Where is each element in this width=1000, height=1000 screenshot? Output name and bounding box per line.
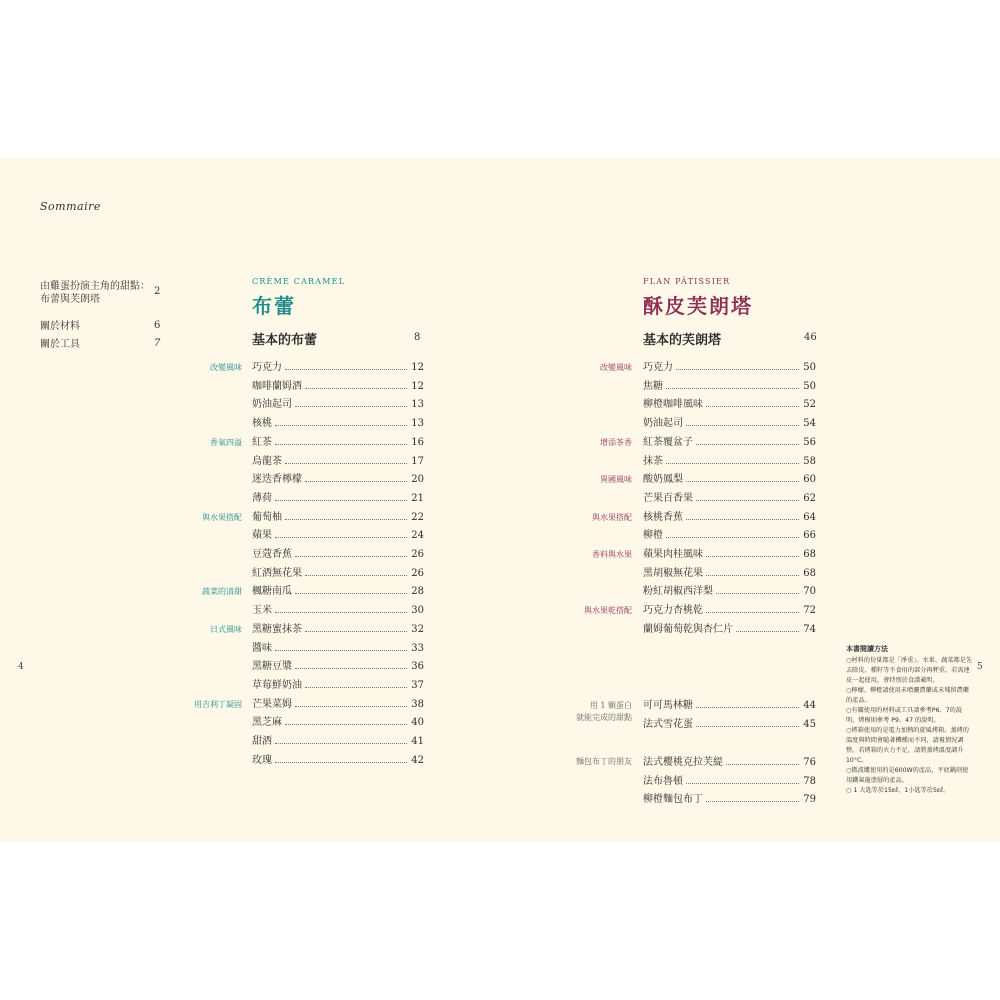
toc-entry[interactable] (643, 434, 816, 448)
toc-entry[interactable] (643, 509, 816, 523)
toc-entry-page: 64 (803, 511, 816, 523)
toc-entry[interactable] (643, 396, 816, 410)
leader-dots (305, 575, 407, 576)
toc-entry-page: 30 (411, 605, 424, 617)
toc-entry-title: 紅茶 (252, 436, 272, 448)
toc-entry[interactable] (252, 565, 424, 579)
toc-entry-title: 蘋果 (252, 530, 272, 542)
left-page-number: 4 (18, 662, 24, 672)
caramel-basic-page: 8 (414, 332, 421, 343)
toc-entry-page: 74 (803, 623, 816, 635)
toc-entry-page: 13 (411, 399, 424, 411)
caramel-zh-title: 布蕾 (252, 294, 296, 318)
toc-entry[interactable] (252, 509, 424, 523)
toc-entry[interactable] (252, 415, 424, 429)
toc-entry[interactable] (252, 714, 424, 728)
toc-entry-title: 抹茶 (643, 455, 663, 467)
toc-entry-title: 芒果百香果 (643, 492, 693, 504)
toc-entry-page: 56 (803, 436, 816, 448)
leader-dots (686, 783, 799, 784)
toc-entry-title: 核桃 (252, 418, 272, 430)
toc-entry-title: 烏龍茶 (252, 455, 282, 467)
category-label: 香氣四溢 (210, 437, 242, 447)
toc-entry[interactable] (252, 658, 424, 672)
toc-entry-title: 豆蔻香蕉 (252, 549, 292, 560)
category-label: 日式風味 (210, 624, 242, 634)
toc-entry-page: 36 (411, 661, 424, 673)
toc-entry[interactable] (252, 752, 424, 766)
toc-entry[interactable] (643, 791, 816, 805)
toc-entry-page: 28 (411, 586, 424, 598)
flan-zh-title: 酥皮芙朗塔 (643, 294, 753, 318)
toc-entry-title: 楓糖南瓜 (252, 586, 292, 598)
intro-title: 由雞蛋扮演主角的甜點： 布蕾與芙朗塔 (40, 281, 150, 305)
toc-entry-page: 70 (803, 586, 816, 598)
toc-entry-page: 52 (803, 399, 816, 411)
toc-entry-title: 柳橙 (643, 530, 663, 542)
category-label: 改變風味 (210, 363, 242, 372)
leader-dots (706, 556, 799, 557)
toc-entry[interactable] (252, 453, 424, 467)
toc-entry[interactable] (252, 471, 424, 485)
category-label: 與水果乾搭配 (584, 606, 632, 616)
category-label: 與水果搭配 (202, 512, 242, 522)
toc-entry-title: 核桃香蕉 (643, 511, 683, 523)
toc-entry-title: 奶油起司 (252, 399, 292, 411)
toc-entry-page: 24 (411, 530, 424, 542)
leader-dots (275, 612, 407, 613)
toc-entry[interactable] (643, 697, 816, 711)
intro-page: 2 (154, 286, 161, 297)
toc-entry-page: 13 (411, 418, 424, 430)
bread-pudding-side-label: 麵包布丁的朋友 (576, 757, 632, 766)
caramel-en-title: CRÈME CARAMEL (252, 277, 346, 286)
leader-dots (305, 388, 407, 389)
toc-entry-title: 迷迭香檸檬 (252, 474, 302, 486)
toc-entry-page: 76 (803, 757, 816, 768)
toc-entry-page: 50 (803, 362, 816, 373)
toc-entry[interactable] (252, 621, 424, 635)
toc-entry[interactable] (643, 583, 816, 597)
toc-entry[interactable] (643, 546, 816, 560)
toc-entry-title: 黑糖豆漿 (252, 661, 292, 673)
leader-dots (736, 631, 799, 632)
leader-dots (295, 556, 407, 557)
toc-entry-page: 20 (411, 474, 424, 486)
toc-entry-title: 玉米 (252, 605, 272, 617)
toc-entry-page: 78 (803, 775, 816, 787)
leader-dots (706, 612, 799, 613)
category-label: 改變風味 (600, 363, 632, 372)
toc-entry-title: 巧克力杏桃乾 (643, 605, 703, 617)
materials-title: 關於材料 (40, 321, 80, 332)
leader-dots (275, 425, 407, 426)
toc-entry-title: 蘭姆葡萄乾與杏仁片 (643, 623, 733, 635)
toc-entry[interactable] (643, 471, 816, 485)
leader-dots (295, 706, 407, 707)
toc-entry-title: 法式櫻桃克拉芙緹 (643, 757, 723, 768)
flan-basic-page: 46 (804, 332, 817, 343)
toc-entry[interactable] (643, 565, 816, 579)
toc-entry-title: 焦糖 (643, 380, 663, 392)
reading-guide-line: ○微波爐使用的是600W的產品，平底鍋則使用鐵氟龍塗層的產品。 (846, 767, 969, 784)
leader-dots (275, 650, 407, 651)
toc-entry-title: 巧克力 (643, 362, 673, 373)
leader-dots (686, 519, 799, 520)
toc-entry-page: 72 (803, 605, 816, 617)
toc-entry[interactable] (252, 490, 424, 504)
toc-entry-page: 12 (411, 380, 424, 392)
leader-dots (706, 575, 799, 576)
leader-dots (666, 388, 799, 389)
leader-dots (295, 668, 407, 669)
toc-entry[interactable] (252, 434, 424, 448)
flan-basic-title: 基本的芙朗塔 (643, 333, 722, 348)
sommaire-heading: Sommaire (40, 200, 101, 213)
leader-dots (275, 743, 407, 744)
leader-dots (706, 801, 799, 802)
book-spread (0, 158, 1000, 842)
leader-dots (676, 369, 799, 370)
toc-entry-page: 50 (803, 380, 816, 392)
leader-dots (305, 481, 407, 482)
toc-entry-page: 68 (803, 549, 816, 560)
toc-entry[interactable] (643, 378, 816, 392)
toc-entry-title: 粉紅胡椒西洋梨 (643, 586, 713, 598)
toc-entry-title: 法布魯頓 (643, 775, 683, 787)
toc-entry-page: 37 (411, 679, 424, 691)
toc-entry-page: 40 (411, 717, 424, 729)
leader-dots (275, 537, 407, 538)
toc-entry-page: 16 (411, 436, 424, 448)
toc-entry[interactable] (252, 602, 424, 616)
leader-dots (686, 481, 799, 482)
toc-entry-page: 22 (411, 511, 424, 523)
toc-entry-page: 41 (411, 736, 424, 747)
toc-entry-page: 42 (411, 754, 424, 766)
reading-guide-line: ○材料的份量都是「淨重」。水果、蔬菜都是先去除皮、種籽等不食用的部分再秤重。若需連皮一起使用，會特別於食譜載明。 (846, 657, 973, 684)
toc-entry-page: 17 (411, 455, 424, 467)
category-label: 與水果搭配 (592, 512, 632, 522)
reading-guide-line: ○有關使用的材料或工具請參考P6、7的說明，烤模則參考 P9、47 的說明。 (846, 707, 963, 724)
toc-entry-title: 葡萄柚 (252, 511, 282, 523)
category-label: 用吉利丁凝固 (194, 699, 242, 709)
toc-entry-title: 醬味 (252, 642, 272, 654)
toc-entry[interactable] (643, 754, 816, 768)
leader-dots (716, 593, 799, 594)
toc-entry-title: 黑胡椒無花果 (643, 567, 703, 579)
leader-dots (285, 369, 407, 370)
tools-title: 關於工具 (40, 339, 80, 350)
leader-dots (696, 707, 799, 708)
leader-dots (696, 444, 799, 445)
toc-entry-title: 酸奶鳳梨 (643, 474, 683, 486)
reading-guide-line: ○烤箱使用的是電力加熱的旋風烤箱。蒸烤的溫度與時間會隨著機種而不同，請視情況調整。若烤箱的火力不足，請將蒸烤溫度調升 10°C。 (846, 727, 969, 764)
category-label: 增添茶香 (600, 437, 632, 447)
toc-entry-page: 79 (803, 794, 816, 806)
toc-entry-title: 紅茶覆盆子 (643, 436, 693, 448)
toc-entry[interactable] (252, 546, 424, 560)
leader-dots (686, 425, 799, 426)
leader-dots (696, 500, 799, 501)
category-label: 蔬菜的清甜 (202, 587, 242, 597)
toc-entry-title: 甜酒 (252, 736, 272, 747)
toc-entry-page: 26 (411, 549, 424, 560)
tools-page: 7 (154, 338, 161, 349)
toc-entry[interactable] (252, 359, 424, 373)
leader-dots (295, 406, 407, 407)
leader-dots (285, 519, 407, 520)
egg-white-side-label: 用 1 顆蛋白 就能完成的甜點 (576, 701, 632, 722)
right-page-number: 5 (977, 662, 983, 672)
toc-entry[interactable] (643, 359, 816, 373)
leader-dots (285, 463, 407, 464)
toc-entry-page: 26 (411, 567, 424, 579)
toc-entry-page: 45 (803, 719, 816, 730)
category-label: 異國風味 (600, 475, 632, 485)
leader-dots (285, 724, 407, 725)
toc-entry-title: 可可馬林糖 (643, 700, 693, 711)
toc-entry[interactable] (643, 621, 816, 635)
leader-dots (275, 762, 407, 763)
caramel-basic-title: 基本的布蕾 (252, 333, 318, 348)
toc-entry[interactable] (643, 716, 816, 730)
toc-entry[interactable] (252, 583, 424, 597)
toc-entry-title: 芒果菜姆 (252, 698, 292, 710)
reading-guide-title: 本書閱讀方法 (846, 645, 888, 653)
leader-dots (726, 764, 799, 765)
toc-entry[interactable] (252, 640, 424, 654)
toc-entry-page: 33 (411, 642, 424, 654)
toc-entry-page: 62 (803, 492, 816, 504)
toc-entry-title: 草莓鮮奶油 (252, 679, 302, 691)
toc-entry-title: 蘋果肉桂風味 (643, 549, 703, 560)
reading-guide (846, 644, 974, 796)
toc-entry[interactable] (643, 773, 816, 787)
toc-entry[interactable] (252, 733, 424, 747)
toc-entry-page: 38 (411, 698, 424, 710)
toc-entry[interactable] (252, 696, 424, 710)
toc-entry-page: 32 (411, 623, 424, 635)
toc-entry-page: 21 (411, 492, 424, 504)
leader-dots (706, 406, 799, 407)
toc-entry[interactable] (643, 602, 816, 616)
leader-dots (295, 593, 407, 594)
toc-entry[interactable] (252, 378, 424, 392)
toc-entry-page: 44 (803, 700, 816, 711)
leader-dots (696, 726, 799, 727)
toc-entry-page: 58 (803, 455, 816, 467)
toc-entry-title: 咖啡蘭姆酒 (252, 380, 302, 392)
toc-entry-title: 薄荷 (252, 492, 272, 504)
leader-dots (666, 463, 799, 464)
category-label: 香料與水果 (592, 550, 632, 559)
toc-entry-title: 黑糖蜜抹茶 (252, 623, 302, 635)
leader-dots (666, 537, 799, 538)
toc-entry[interactable] (643, 527, 816, 541)
toc-entry[interactable] (252, 677, 424, 691)
toc-entry[interactable] (252, 527, 424, 541)
toc-entry-title: 紅酒無花果 (252, 567, 302, 579)
leader-dots (275, 444, 407, 445)
leader-dots (275, 500, 407, 501)
flan-en-title: FLAN PÂTISSIER (643, 277, 731, 286)
toc-entry[interactable] (252, 396, 424, 410)
toc-entry-title: 巧克力 (252, 362, 282, 373)
toc-entry-page: 60 (803, 474, 816, 486)
toc-entry[interactable] (643, 453, 816, 467)
materials-page: 6 (154, 320, 161, 331)
toc-entry-title: 柳橙咖啡風味 (643, 399, 703, 411)
toc-entry-title: 柳橙麵包布丁 (643, 794, 703, 806)
toc-entry-page: 68 (803, 567, 816, 579)
leader-dots (305, 687, 407, 688)
toc-entry[interactable] (643, 415, 816, 429)
toc-entry-page: 12 (411, 362, 424, 373)
toc-entry-title: 奶油起司 (643, 418, 683, 430)
reading-guide-line: ○ 1 大匙等於15㎖，1小匙等於5㎖。 (846, 787, 950, 794)
leader-dots (305, 631, 407, 632)
toc-entry-page: 66 (803, 530, 816, 542)
reading-guide-line: ○檸檬、柳橙請使用未噴灑農藥或未殘留農藥的產品。 (846, 687, 969, 704)
toc-entry-title: 黑芝麻 (252, 717, 282, 729)
toc-entry-title: 玫瑰 (252, 754, 272, 766)
toc-entry-page: 54 (803, 418, 816, 430)
toc-entry-title: 法式雪花蛋 (643, 719, 693, 730)
toc-entry[interactable] (643, 490, 816, 504)
